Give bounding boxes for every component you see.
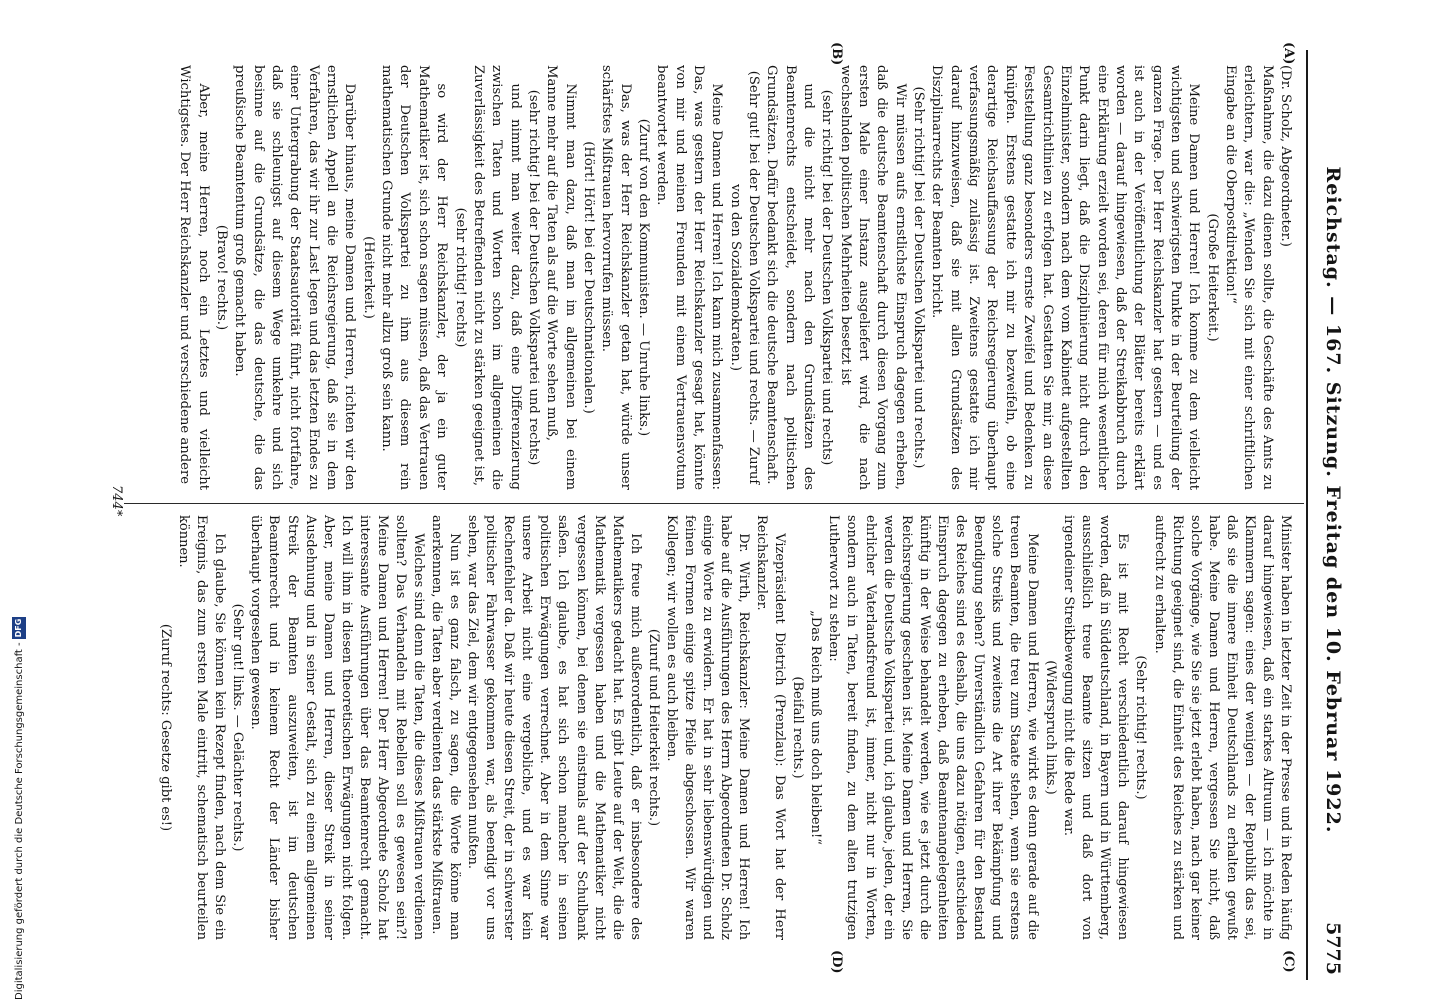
paragraph: Meine Damen und Herren, wie wirkt es denn gerade auf die treuen Beamten, die treu zum Staate stehen, wenn sie erstens solche Streiks und zweitens die Art ihrer Bekämpfung und Beendigung sehen? Unverständlich Gefahren für den Bestand des Reiches sind es deshalb, die uns dazu nötigen, entschieden Einspruch dagegen zu erheben, daß Beamtenangelegenheiten künftig in der Weise behandelt werden, wie es jetzt durch die Reichsregierung geschehen ist. Meine Damen und Herren, Sie werden die Deutsche Volkspartei und, ich glaube, jeden, der ein ehrlicher Vaterlandsfreund ist, immer, nicht nur in Worten, sondern auch in Taten, bereit finden, zu dem alten trutzigen Lutherwort zu stehen: <box>826 515 1041 940</box>
right-text-column <box>156 515 1294 940</box>
interjection: (Heiterkeit.) <box>360 236 376 319</box>
margin-mark-c: (C) <box>1281 950 1296 973</box>
page-header-title: Reichstag. — 167. Sitzung. Freitag den 10. Februar 1922. <box>1322 166 1344 834</box>
interjection: (sehr richtig! bei der Deutschen Volkspartei und rechts) <box>525 89 541 466</box>
page-number: 5775 <box>1322 922 1344 975</box>
interjection: (Hört! Hört! bei der Deutschnationalen.) <box>580 141 596 414</box>
digitization-note-text: Digitalisierung gefördert durch die Deutsche Forschungsgemeinschaft - <box>14 642 25 1000</box>
interjection: (Bravo! rechts.) <box>214 224 230 331</box>
paragraph: (Dr. Scholz, Abgeordneter.) <box>1278 65 1293 247</box>
paragraph: Es ist mit Recht verschiedentlich darauf hingewiesen worden, daß in Süddeutschland, in Bayern und in Württemberg, ausschließlich treue Beamte sitzen und daß dort von irgendeiner Streikbewegung nicht die Rede war. <box>1061 515 1131 940</box>
paragraph: Vizepräsident Dietrich (Prenzlau): Das Wort hat der Herr Reichskanzler. <box>754 515 788 940</box>
interjection: (Widerspruch links.) <box>1043 660 1059 795</box>
interjection: (Zuruf rechts: Gesetze gibt es!) <box>158 623 174 832</box>
paragraph: Aber, meine Herren, noch ein Letztes und vielleicht Wichtigstes. Der Herr Reichskanzler und verschiedene andere <box>177 65 211 490</box>
interjection: (Sehr gut! links. — Gelächter rechts.) <box>230 603 246 852</box>
paragraph: und nimmt man weiter dazu, daß eine Differenzierung zwischen Taten und Worten schon im allgemeinen die Zuverlässigkeit des Betreffenden nicht zu stärken geeignet ist, <box>470 65 523 490</box>
paragraph: Welches sind denn die Taten, die dieses Mißtrauen verdienen sollten? Das Verhandeln mit Rebellen soll es gewesen sein?! Meine Damen und Herren! Der Herr Abgeordnete Scholz hat interessante Ausführungen über das Beamtenrecht gemacht. Ich will ihm in diesen theoretischen Erwägungen nicht folgen. Aber, meine Damen und Herren, dieser Streik in seiner Ausdehnung und in seiner Gestalt, sich zu einem allgemeinen Streik der Beamten auszuweiten, ist im deutschen Beamtenrecht und in keinem Recht der Länder bisher überhaupt vorgesehen gewesen. <box>248 515 426 940</box>
paragraph: Minister haben in letzter Zeit in der Presse und in Reden häufig darauf hingewiesen, daß ein starkes Altruum — ich möchte in Klammern sagen: eines der wenigen — der Republik das sei, daß sie die innere Einheit Deutschlands zu erhalten gewußt habe. Meine Damen und Herren, vergessen Sie nicht, daß solche Vorgänge, wie Sie sie jetzt erlebt haben, nach gar keiner Richtung geeignet sind, die Einheit des Reiches zu stärken und aufrecht zu erhalten. <box>1151 515 1293 940</box>
interjection: (Sehr richtig! bei der Deutschen Volkspartei und rechts.) <box>911 86 927 469</box>
paragraph: Das, was der Herr Reichskanzler getan hat, würde unser schärfstes Mißtrauen hervorrufen müssen. <box>599 65 633 490</box>
interjection: „Das Reich muß uns doch bleiben!“ <box>808 610 824 845</box>
margin-mark-a: (A) <box>1281 42 1296 65</box>
left-text-column <box>175 65 1294 490</box>
paragraph: Meine Damen und Herren! Ich komme zu dem vielleicht wichtigsten und schwierigsten Punkte in der Beurteilung der ganzen Frage. Der Herr Reichskanzler hat gestern — und es ist auch in der Veröffentlichung der Blätter bereits erklärt worden — darauf hingewiesen, daß der Streikabbruch durch eine Erklärung erzielt worden sei, deren für mich wesentlicher Punkt darin liegt, daß die Disziplinierung nicht durch den Einzelminister, sondern nach dem vom Kabinett aufgestellten Gesamtrichtlinien zu erfolgen hat. Gestatten Sie mir, an diese Feststellung ganz besonders ernste Zweifel und Bedenken zu knüpfen. Erstens gestatte ich mir zu bezweifeln, ob eine derartige Reichsauffassung der Reichsregierung überhaupt verfassungsmäßig zulässig ist. Zweitens gestatte ich mir darauf hinzuweisen, daß sie mit allen Grundsätzen des Disziplinarrechts der Beamten bricht. <box>929 65 1202 490</box>
interjection: (Sehr gut! bei der Deutschen Volkspartei und rechts. — Zuruf von den Sozialdemokraten.) <box>727 70 762 485</box>
interjection: (Sehr richtig! rechts.) <box>1133 655 1149 800</box>
page-reference: 744* <box>109 485 124 517</box>
margin-mark-b: (B) <box>829 42 844 66</box>
interjection: (Große Heiterkeit.) <box>1204 213 1220 342</box>
interjection: (Zuruf und Heiterkeit rechts.) <box>645 628 661 827</box>
header-rule <box>1306 50 1308 980</box>
interjection: (sehr richtig! rechts) <box>452 207 468 348</box>
paragraph: und die nicht mehr nach den Grundsätzen des Beamtenrechts entscheidet, sondern nach politischen Grundsätzen. Dafür bedankt sich die deutsche Beamtenschaft. <box>764 65 817 490</box>
paragraph: Dr. Wirth, Reichskanzler: Meine Damen und Herren! Ich habe auf die Ausführungen des Herrn Abgeordneten Dr. Scholz einige Worte zu erwidern. Er hat in sehr liebenswürdigen und feinen Formen einige spitze Pfeile abgeschossen. Wir waren Kollegen; wir wollen es auch bleiben. <box>663 515 752 940</box>
digitization-note <box>12 0 36 1000</box>
paragraph: so wird der Herr Reichskanzler, der ja ein guter Mathematiker ist, sich schon sagen müssen, daß das Vertrauen der Deutschen Volkspartei zu ihm aus diesem rein mathematischen Grunde nicht mehr allzu groß sein kann. <box>379 65 450 490</box>
paragraph: Meine Damen und Herren! Ich kann mich zusammenfassen: Das, was gestern der Herr Reichskanzler gesagt hat, könnte von mir und meinen Freunden mit einem Vertrauensvotum beantwortet werden. <box>654 65 725 490</box>
paragraph: Nimmt man dazu, daß man im allgemeinen bei einem Manne mehr auf die Taten als auf die Worte sehen muß, <box>544 65 578 490</box>
interjection: (sehr richtig! bei der Deutschen Volkspartei und rechts) <box>819 89 835 466</box>
paragraph: Ich glaube, Sie können kein Rezept finden, nach dem Sie ein Ereignis, das zum ersten Male eintritt, schematisch beurteilen können. <box>176 515 228 940</box>
interjection: (Beifall rechts.) <box>790 676 806 779</box>
paragraph: Nun ist es ganz falsch, zu sagen, die Worte könne man anerkennen, die Taten aber verdienten das stärkste Mißtrauen. <box>429 515 463 940</box>
interjection: (Zuruf von den Kommunisten. — Unruhe links.) <box>635 118 651 437</box>
paragraph: Ich freue mich außerordentlich, daß er insbesondere des Mathematikers gedacht hat. Es gibt Leute auf der Welt, die die Mathematik vergessen haben und die Mathematiker nicht vergessen können, bei denen sie einstmals auf der Schulbank saßen. Ich glaube, es hat sich schon mancher in seinen politischen Erwägungen verrechnet. Aber in dem Sinne war unsere Arbeit nicht eine vergebliche, und es war kein Rechenfehler da. Daß wir heute diesen Streit, der in schwerster politischer Fahrwasser gekommen war, als beendigt vor uns sehen, war das Ziel, dem wir entgegensehen mußten. <box>465 515 643 940</box>
paragraph: Wir müssen aufs ernstlichste Einspruch dagegen erheben, daß die deutsche Beamtenschaft durch diesen Vorgang zum ersten Male einer Instanz ausgeliefert wird, die nach wechselnden politischen Mehrheiten besetzt ist <box>837 65 908 490</box>
paragraph: Maßnahme, die dazu dienen sollte, die Geschäfte des Amts zu erleichtern, war die: „Wenden Sie sich mit einer schriftlichen Eingabe an die Oberpostdirektion!“ <box>1222 65 1275 490</box>
margin-mark-d: (D) <box>829 950 844 974</box>
dfg-logo: DFG <box>12 617 26 640</box>
column-divider <box>124 503 1304 504</box>
paragraph: Darüber hinaus, meine Damen und Herren, richten wir den ernstlichen Appell an die Reichsregierung, daß sie in dem Verfahren, das wir ihr zur Last legen und das letzten Endes zu einer Untergrabung der Staatsautorität führt, nicht fortfahre, daß sie schleunigst auf diesem Wege umkehre und sich besinne auf die Grundsätze, die das deutsche, die das preußische Beamtentum groß gemacht haben. <box>232 65 358 490</box>
